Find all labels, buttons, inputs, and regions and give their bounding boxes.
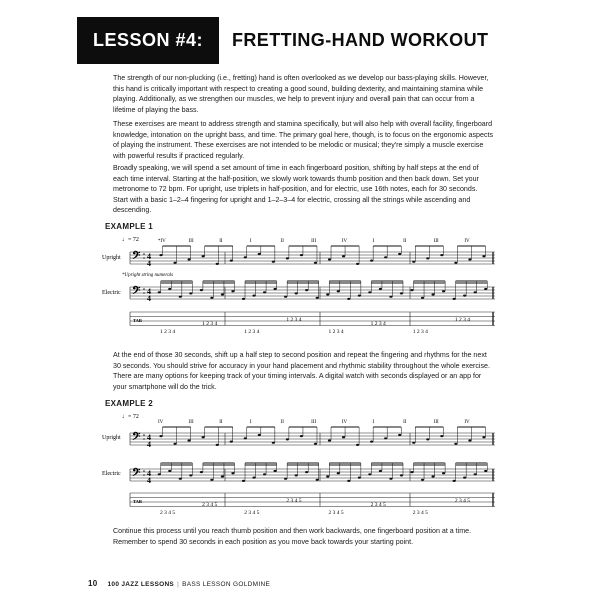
note — [421, 297, 424, 299]
note — [300, 435, 303, 437]
example-2-notation — [100, 409, 500, 514]
note — [286, 438, 289, 440]
tab-fingering: 1 2 3 4 — [412, 329, 428, 334]
note — [305, 289, 308, 291]
svg-text:4: 4 — [147, 259, 151, 268]
example-1-electric-label: Electric — [102, 290, 121, 296]
note — [252, 477, 255, 479]
note — [284, 478, 287, 480]
upright-staff — [130, 239, 495, 268]
note — [188, 439, 191, 441]
note — [263, 473, 266, 475]
note — [231, 290, 234, 292]
note — [337, 290, 340, 292]
note — [370, 441, 373, 443]
svg-text:4: 4 — [147, 287, 151, 296]
string-numeral: III — [311, 239, 317, 244]
note — [370, 260, 373, 262]
string-numeral: II — [219, 239, 223, 244]
note — [342, 255, 345, 257]
lesson-number: LESSON #4: — [92, 30, 204, 50]
tab-fingering: 2 3 4 5 — [160, 510, 176, 514]
note — [244, 437, 247, 439]
shift-paragraph: At the end of those 30 seconds, shift up a half step to second position and repeat the fingering and rhythms for the next 30 seconds. You should strive for accuracy in your hand placement and rhythmic stability throughout the whole exercise. There are many options for keeping track of your timing intervals. A digital watch with seconds displayed or an app for your smartphone will do the trick. — [113, 351, 490, 391]
note — [314, 443, 317, 445]
intro-paragraph: The strength of our non-plucking (i.e., fretting) hand is often overlooked as we develop our bass-playing skills. However, this hand is critically important with respect to creating a good sound, building dexterity, and maintaining stamina while playing. Additionally, as we strengthen our muscles, we help to prevent injury and overall pain that can occur from a lifetime of playing the bass. — [113, 74, 489, 114]
note — [221, 293, 224, 295]
note — [274, 470, 277, 472]
note — [398, 253, 401, 255]
note — [468, 258, 471, 260]
string-numeral: III — [188, 420, 194, 425]
exercise-paragraph: These exercises are meant to address strength and stamina specifically, but will also help with overall facility, fingerboard knowledge, intonation on the upright bass, and time. The primary goal here, though, is to focus on the ergonomic aspects of playing the instrument. These exercises are not intended to be melodic or musical; they're simply a muscle exercise with powerful results if practiced regularly. — [113, 120, 494, 160]
tab-fingering: 2 3 4 5 — [202, 502, 218, 508]
electric-staff — [130, 281, 495, 303]
note — [482, 436, 485, 438]
note — [210, 297, 213, 299]
note — [242, 480, 245, 482]
note — [358, 295, 361, 297]
note — [200, 471, 203, 473]
note — [384, 437, 387, 439]
svg-text:4: 4 — [147, 476, 151, 485]
svg-text:4: 4 — [147, 252, 151, 261]
note — [314, 262, 317, 264]
tab-fingering: 1 2 3 4 — [202, 321, 218, 327]
example-1-tempo: ♩= 72 — [122, 237, 139, 243]
string-numeral: II — [403, 239, 407, 244]
tab-fingering: 1 2 3 4 — [286, 317, 302, 323]
string-numeral: *IV — [158, 239, 166, 244]
lesson-number-box — [77, 17, 219, 64]
note — [400, 474, 403, 476]
note — [474, 473, 477, 475]
string-numeral: III — [188, 239, 194, 244]
example-2-upright-label: Upright — [102, 435, 121, 441]
note — [286, 257, 289, 259]
note — [482, 255, 485, 257]
tab-fingering: 1 2 3 4 — [328, 329, 344, 334]
tab-fingering: 2 3 4 5 — [454, 498, 470, 504]
example-2-label: EXAMPLE 2 — [105, 399, 154, 408]
note — [272, 442, 275, 444]
string-numeral: I — [372, 239, 375, 244]
note — [454, 262, 457, 264]
tab-fingering: 1 2 3 4 — [160, 329, 176, 334]
note — [230, 441, 233, 443]
note — [410, 289, 413, 291]
note — [179, 296, 182, 298]
note — [421, 479, 424, 481]
svg-text:𝄢: 𝄢 — [132, 430, 141, 445]
note — [159, 254, 162, 256]
note — [202, 436, 205, 438]
note — [484, 470, 487, 472]
note — [263, 291, 266, 293]
note — [272, 261, 275, 263]
note — [468, 439, 471, 441]
example-1-label: EXAMPLE 1 — [105, 222, 154, 231]
note — [440, 254, 443, 256]
electric-staff — [130, 463, 495, 485]
note — [347, 480, 350, 482]
note — [168, 288, 171, 290]
note — [158, 291, 161, 293]
note — [453, 298, 456, 300]
page-number: 10 — [88, 579, 98, 588]
note — [389, 478, 392, 480]
note — [398, 434, 401, 436]
note — [328, 439, 331, 441]
note — [316, 297, 319, 299]
note — [412, 261, 415, 263]
svg-text:TAB: TAB — [133, 499, 142, 504]
tab-fingering: 2 3 4 5 — [328, 510, 344, 514]
note — [179, 478, 182, 480]
note — [189, 474, 192, 476]
tab-fingering: 2 3 4 5 — [244, 510, 260, 514]
string-numeral: II — [280, 420, 284, 425]
timing-paragraph: Broadly speaking, we will spend a set amount of time in each fingerboard position, shifting by half steps at the end of each time interval. Starting at the half-position, we slowly work towards thumb position and then back down. Set your metronome to 72 bpm. For upright, use triplets in half-position, and for electric, use 16th notes, each for 30 seconds. Start with a basic 1–2–4 fingering for upright and 1–2–3–4 for electric, crossing all the strings while ascending and descending. — [113, 164, 479, 215]
note — [384, 256, 387, 258]
note — [216, 263, 219, 265]
note — [400, 292, 403, 294]
lesson-title: FRETTING-HAND WORKOUT — [232, 30, 489, 50]
example-1-footnote: *Upright string numerals — [122, 273, 174, 278]
note — [202, 255, 205, 257]
note — [356, 444, 359, 446]
string-numeral: I — [249, 420, 252, 425]
tab-fingering: 1 2 3 4 — [370, 321, 386, 327]
note — [356, 263, 359, 265]
note — [474, 291, 477, 293]
note — [410, 471, 413, 473]
svg-text:4: 4 — [147, 433, 151, 442]
note — [379, 470, 382, 472]
note — [189, 292, 192, 294]
note — [337, 472, 340, 474]
note — [368, 291, 371, 293]
note — [221, 475, 224, 477]
example-1-notation — [100, 232, 500, 334]
string-numeral: II — [280, 239, 284, 244]
note — [158, 473, 161, 475]
note — [305, 471, 308, 473]
note — [347, 298, 350, 300]
note — [328, 258, 331, 260]
string-numeral: IV — [464, 420, 470, 425]
svg-text:𝄢: 𝄢 — [132, 249, 141, 264]
string-numeral: I — [372, 420, 375, 425]
string-numeral: IV — [464, 239, 470, 244]
svg-text:4: 4 — [147, 294, 151, 303]
note — [453, 480, 456, 482]
note — [300, 254, 303, 256]
page-footer — [88, 579, 270, 588]
note — [379, 288, 382, 290]
note — [168, 470, 171, 472]
string-numeral: I — [249, 239, 252, 244]
note — [173, 262, 176, 264]
svg-text:4: 4 — [147, 469, 151, 478]
note — [252, 295, 255, 297]
string-numeral: II — [219, 420, 223, 425]
footer-separator: | — [177, 581, 180, 588]
note — [295, 474, 298, 476]
string-numeral: IV — [341, 239, 348, 244]
note — [200, 289, 203, 291]
note — [159, 435, 162, 437]
note — [284, 296, 287, 298]
note — [210, 479, 213, 481]
note — [431, 475, 434, 477]
note — [258, 434, 261, 436]
note — [188, 258, 191, 260]
note — [426, 257, 429, 259]
series-title: BASS LESSON GOLDMINE — [182, 581, 271, 588]
note — [230, 260, 233, 262]
svg-text:4: 4 — [147, 440, 151, 449]
svg-text:𝄢: 𝄢 — [132, 284, 141, 299]
note — [440, 435, 443, 437]
string-numeral: IV — [158, 420, 164, 425]
tab-staff — [130, 312, 495, 334]
svg-text:𝄢: 𝄢 — [132, 466, 141, 481]
note — [442, 472, 445, 474]
note — [431, 293, 434, 295]
note — [258, 253, 261, 255]
tab-fingering: 1 2 3 4 — [244, 329, 260, 334]
example-1-upright-label: Upright — [102, 255, 121, 261]
svg-text:TAB: TAB — [133, 318, 142, 323]
note — [244, 256, 247, 258]
note — [368, 473, 371, 475]
note — [295, 292, 298, 294]
note — [389, 296, 392, 298]
book-title: 100 JAZZ LESSONS — [107, 581, 175, 588]
note — [316, 479, 319, 481]
note — [358, 477, 361, 479]
tab-fingering: 2 3 4 5 — [286, 498, 302, 504]
example-2-electric-label: Electric — [102, 471, 121, 477]
string-numeral: III — [433, 239, 439, 244]
note — [326, 475, 329, 477]
note — [173, 443, 176, 445]
tab-fingering: 1 2 3 4 — [454, 317, 470, 323]
string-numeral: III — [311, 420, 317, 425]
string-numeral: III — [433, 420, 439, 425]
tab-fingering: 2 3 4 5 — [412, 510, 428, 514]
note — [412, 442, 415, 444]
closing-paragraph: Continue this process until you reach thumb position and then work backwards, one fingerboard position at a time. Remember to spend 30 seconds in each position as you move back towards your starting point. — [113, 527, 472, 546]
note — [463, 295, 466, 297]
note — [463, 477, 466, 479]
note — [442, 290, 445, 292]
note — [484, 288, 487, 290]
note — [454, 443, 457, 445]
note — [216, 444, 219, 446]
note — [242, 298, 245, 300]
tab-staff — [130, 493, 495, 514]
note — [342, 436, 345, 438]
tab-fingering: 2 3 4 5 — [370, 502, 386, 508]
note — [274, 288, 277, 290]
string-numeral: II — [403, 420, 407, 425]
note — [326, 293, 329, 295]
upright-staff — [130, 420, 495, 449]
note — [231, 472, 234, 474]
example-2-tempo: ♩= 72 — [122, 414, 139, 420]
string-numeral: IV — [341, 420, 348, 425]
note — [426, 438, 429, 440]
